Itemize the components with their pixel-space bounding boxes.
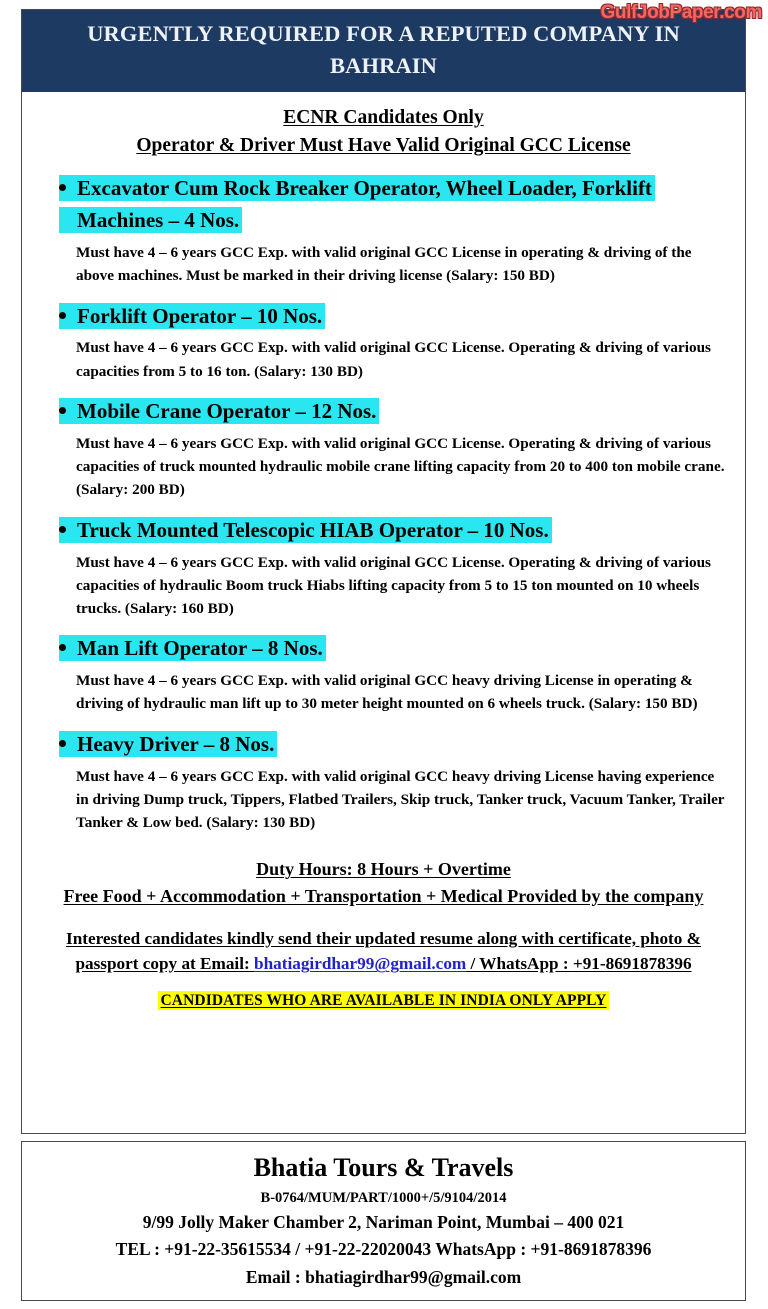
job-title-row [59,515,729,547]
job-title-row [59,729,729,761]
advert-body [22,92,745,1022]
job-title-row [59,173,729,237]
final-notice-wrap [38,992,729,1010]
bullet-icon [59,740,66,747]
bullet-icon [59,407,66,414]
banner-title: URGENTLY REQUIRED FOR A REPUTED COMPANY IN BAHRAIN [22,10,745,92]
job-description: Must have 4 – 6 years GCC Exp. with valid original GCC heavy driving License in operating & driving of hydraulic man lift up to 30 meter height mounted on 6 wheels truck. (Salary: 150 BD) [76,672,698,713]
benefits-text: Free Food + Accommodation + Transportation + Medical Provided by the company [63,885,704,906]
job-description: Must have 4 – 6 years GCC Exp. with valid original GCC License in operating & driving of the above machines. Must be marked in their driving license (Salary: 150 BD) [76,244,692,285]
job-title: Heavy Driver – 8 Nos. [59,731,277,757]
job-title: Forklift Operator – 10 Nos. [59,303,325,329]
apply-whatsapp-number: +91-8691878396 [572,954,692,974]
job-title-row [59,301,729,333]
agency-email: Email : bhatiagirdhar99@gmail.com [245,1266,522,1287]
apply-middle-text: / WhatsApp : [466,954,573,974]
job-title-row [59,633,729,665]
job-description: Must have 4 – 6 years GCC Exp. with valid original GCC heavy driving License having experience in driving Dump truck, Tippers, Flatbed Trailers, Skip truck, Tanker truck, Vacuum Tanker, Trailer Tanker & Low bed. (Salary: 130 BD) [76,767,725,832]
job-description: Must have 4 – 6 years GCC Exp. with valid original GCC License. Operating & driving of various capacities of hydraulic Boom truck Hiabs lifting capacity from 5 to 15 ton mounted on 10 wheels trucks. (Salary: 160 BD) [76,553,711,618]
job-title: Excavator Cum Rock Breaker Operator, Wheel Loader, Forklift Machines – 4 Nos. [59,175,655,233]
job-description: Must have 4 – 6 years GCC Exp. with valid original GCC License. Operating & driving of various capacities from 5 to 16 ton. (Salary: 130 BD) [76,339,711,380]
eligibility-block [38,104,729,159]
job-item [38,301,729,383]
eligibility-line-2: Operator & Driver Must Have Valid Original GCC License [136,134,631,156]
bullet-icon [59,526,66,533]
agency-address: 9/99 Jolly Maker Chamber 2, Nariman Point, Mumbai – 400 021 [142,1212,625,1233]
job-item [38,633,729,715]
job-title: Mobile Crane Operator – 12 Nos. [59,398,379,424]
apply-email-link[interactable]: bhatiagirdhar99@gmail.com [254,954,467,974]
final-notice-text: CANDIDATES WHO ARE AVAILABLE IN INDIA ONLY APPLY [158,991,610,1010]
agency-registration-number: B-0764/MUM/PART/1000+/5/9104/2014 [260,1189,507,1206]
apply-instructions [38,926,729,978]
duty-hours-text: Duty Hours: 8 Hours + Overtime [256,859,511,880]
job-item [38,515,729,621]
job-list [38,173,729,834]
agency-footer-box [21,1141,746,1301]
job-item [38,729,729,835]
apply-intro-text: Interested candidates kindly send their updated resume along with certificate, photo & passport copy at Email: [66,928,701,974]
job-title-row [59,396,729,428]
perks-block [38,856,729,909]
job-description: Must have 4 – 6 years GCC Exp. with valid original GCC License. Operating & driving of various capacities of truck mounted hydraulic mobile crane lifting capacity from 20 to 400 ton mobile crane. (Salary: 200 BD) [76,434,725,499]
agency-telephone: TEL : +91-22-35615534 / +91-22-22020043 WhatsApp : +91-8691878396 [115,1239,652,1260]
eligibility-line-1: ECNR Candidates Only [283,106,484,128]
job-item [38,173,729,287]
gulfjobpaper-watermark: GulfJobPaper.com [600,2,762,23]
job-title: Man Lift Operator – 8 Nos. [59,635,326,661]
main-advert-box [21,9,746,1134]
bullet-icon [59,312,66,319]
agency-name: Bhatia Tours & Travels [253,1153,514,1182]
job-title: Truck Mounted Telescopic HIAB Operator – 10 Nos. [59,517,552,543]
job-item [38,396,729,502]
